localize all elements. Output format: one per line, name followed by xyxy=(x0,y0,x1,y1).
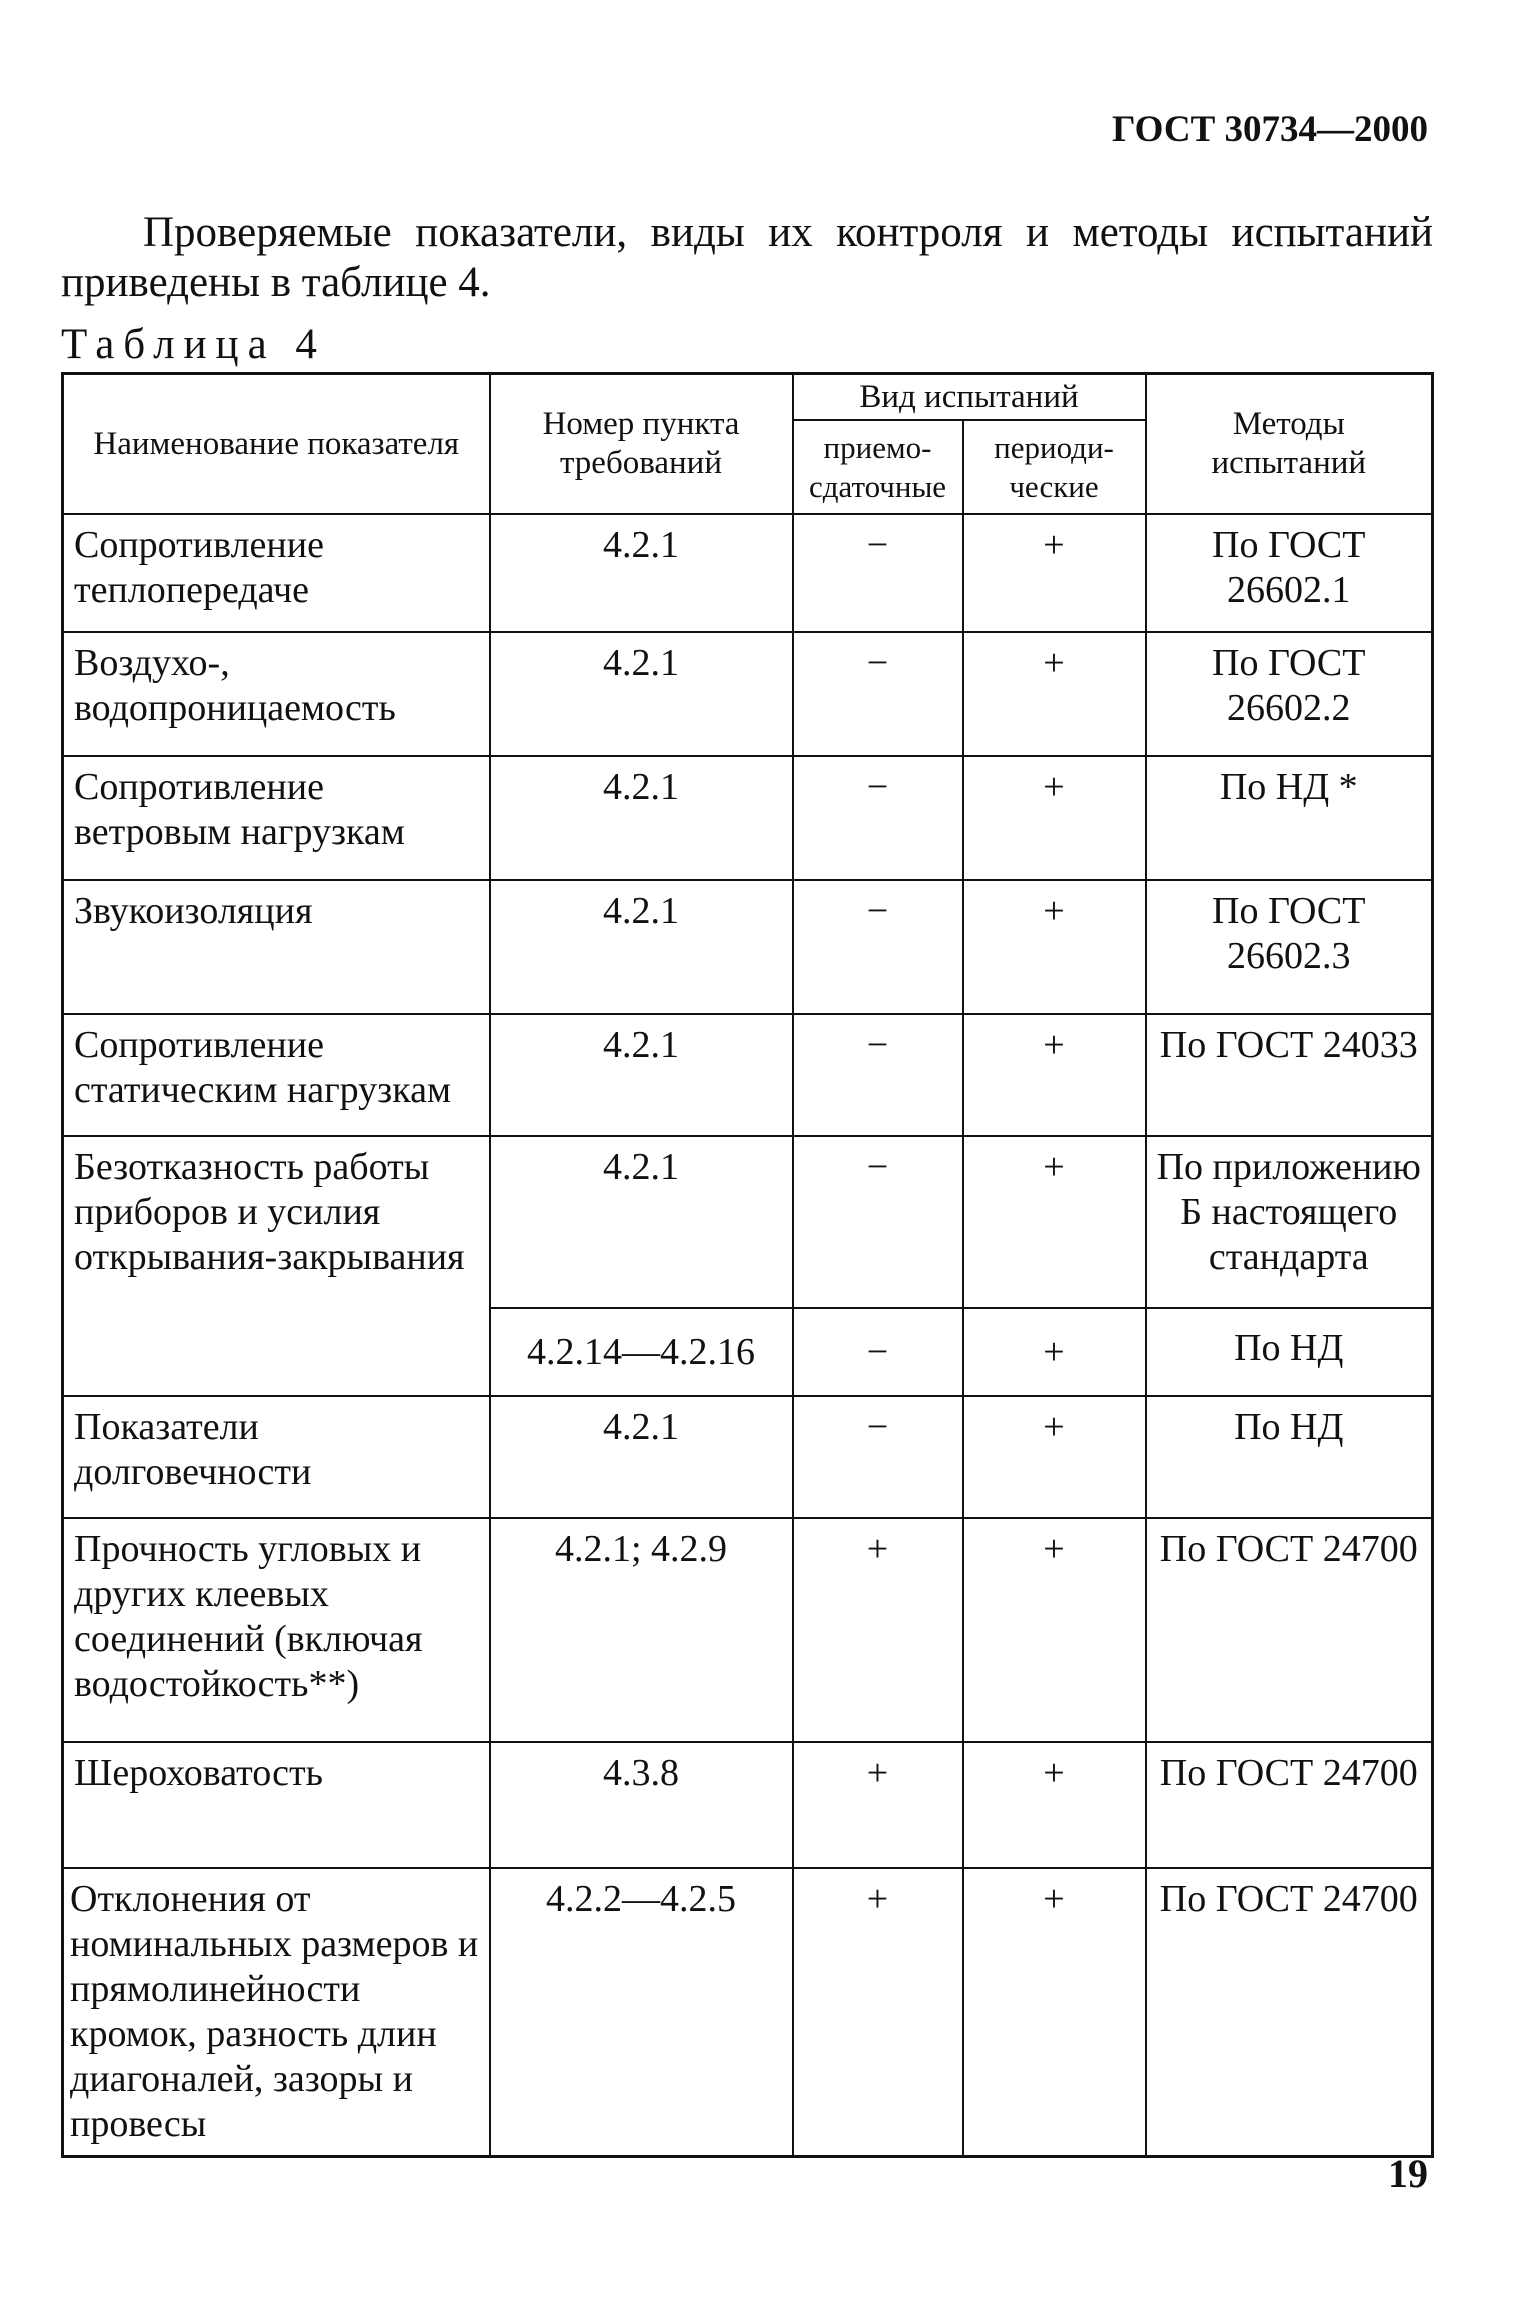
table-row xyxy=(63,632,1433,756)
table-row xyxy=(63,880,1433,1014)
cell-acceptance: − xyxy=(793,880,963,1014)
header-acceptance: приемо-сдаточные xyxy=(793,420,963,514)
cell-periodic: + xyxy=(963,1396,1146,1518)
cell-acceptance: − xyxy=(793,632,963,756)
cell-method: По НД xyxy=(1146,1396,1433,1518)
cell-name: Звукоизоляция xyxy=(63,880,490,1014)
cell-acceptance: − xyxy=(793,1308,963,1396)
cell-method: По НД * xyxy=(1146,756,1433,880)
table-row xyxy=(63,1136,1433,1308)
cell-name: Безотказность работы приборов и усилия открывания-закрывания xyxy=(63,1136,490,1396)
cell-periodic: + xyxy=(963,1136,1146,1308)
spec-table xyxy=(61,372,1434,2158)
table-row xyxy=(63,1868,1433,2157)
cell-periodic: + xyxy=(963,1742,1146,1868)
cell-periodic: + xyxy=(963,880,1146,1014)
cell-periodic: + xyxy=(963,756,1146,880)
cell-acceptance: + xyxy=(793,1868,963,2157)
cell-method: По приложению Б настоящего стандарта xyxy=(1146,1136,1433,1308)
cell-name: Шероховатость xyxy=(63,1742,490,1868)
cell-method: По ГОСТ 24700 xyxy=(1146,1868,1433,2157)
cell-acceptance: + xyxy=(793,1518,963,1742)
cell-name: Прочность угловых и других клеевых соединений (включая водостойкость**) xyxy=(63,1518,490,1742)
cell-method: По ГОСТ 24700 xyxy=(1146,1742,1433,1868)
cell-clause: 4.2.1 xyxy=(490,1014,793,1136)
cell-acceptance: − xyxy=(793,1396,963,1518)
table-row xyxy=(63,514,1433,632)
cell-clause: 4.2.1 xyxy=(490,1136,793,1308)
cell-method: По ГОСТ 26602.1 xyxy=(1146,514,1433,632)
header-methods: Методы испытаний xyxy=(1146,374,1433,515)
cell-acceptance: − xyxy=(793,1014,963,1136)
cell-clause: 4.3.8 xyxy=(490,1742,793,1868)
table-row xyxy=(63,756,1433,880)
cell-clause: 4.2.14—4.2.16 xyxy=(490,1308,793,1396)
table-caption: Таблица 4 xyxy=(61,321,326,368)
cell-acceptance: − xyxy=(793,514,963,632)
cell-acceptance: + xyxy=(793,1742,963,1868)
cell-name: Отклонения от номинальных размеров и прямолинейности кромок, разность длин диагоналей, зазоры и провесы xyxy=(63,1868,490,2157)
cell-name: Воздухо-, водопроницаемость xyxy=(63,632,490,756)
cell-clause: 4.2.1 xyxy=(490,514,793,632)
page-number: 19 xyxy=(1388,2151,1428,2196)
cell-clause: 4.2.1; 4.2.9 xyxy=(490,1518,793,1742)
cell-method: По ГОСТ 26602.3 xyxy=(1146,880,1433,1014)
header-name: Наименование показателя xyxy=(63,374,490,515)
header-test-type: Вид испытаний xyxy=(793,374,1146,421)
cell-method: По ГОСТ 26602.2 xyxy=(1146,632,1433,756)
table-row xyxy=(63,1742,1433,1868)
document-code: ГОСТ 30734—2000 xyxy=(1112,109,1428,150)
table-row xyxy=(63,1396,1433,1518)
cell-method: По НД xyxy=(1146,1308,1433,1396)
cell-method: По ГОСТ 24700 xyxy=(1146,1518,1433,1742)
table-row xyxy=(63,1014,1433,1136)
header-clause: Номер пункта требований xyxy=(490,374,793,515)
cell-name: Сопротивление ветровым нагрузкам xyxy=(63,756,490,880)
cell-acceptance: − xyxy=(793,756,963,880)
cell-periodic: + xyxy=(963,514,1146,632)
table-row xyxy=(63,1518,1433,1742)
cell-name: Сопротивление статическим нагрузкам xyxy=(63,1014,490,1136)
cell-clause: 4.2.1 xyxy=(490,1396,793,1518)
cell-name: Сопротивление теплопередаче xyxy=(63,514,490,632)
cell-name: Показатели долговечности xyxy=(63,1396,490,1518)
cell-clause: 4.2.1 xyxy=(490,632,793,756)
cell-periodic: + xyxy=(963,1014,1146,1136)
intro-paragraph: Проверяемые показатели, виды их контроля и методы испытаний приведены в таблице 4. xyxy=(61,209,1433,306)
cell-method: По ГОСТ 24033 xyxy=(1146,1014,1433,1136)
cell-clause: 4.2.2—4.2.5 xyxy=(490,1868,793,2157)
cell-periodic: + xyxy=(963,632,1146,756)
cell-clause: 4.2.1 xyxy=(490,756,793,880)
cell-periodic: + xyxy=(963,1868,1146,2157)
cell-periodic: + xyxy=(963,1518,1146,1742)
cell-periodic: + xyxy=(963,1308,1146,1396)
header-periodic: периоди-ческие xyxy=(963,420,1146,514)
cell-acceptance: − xyxy=(793,1136,963,1308)
cell-clause: 4.2.1 xyxy=(490,880,793,1014)
